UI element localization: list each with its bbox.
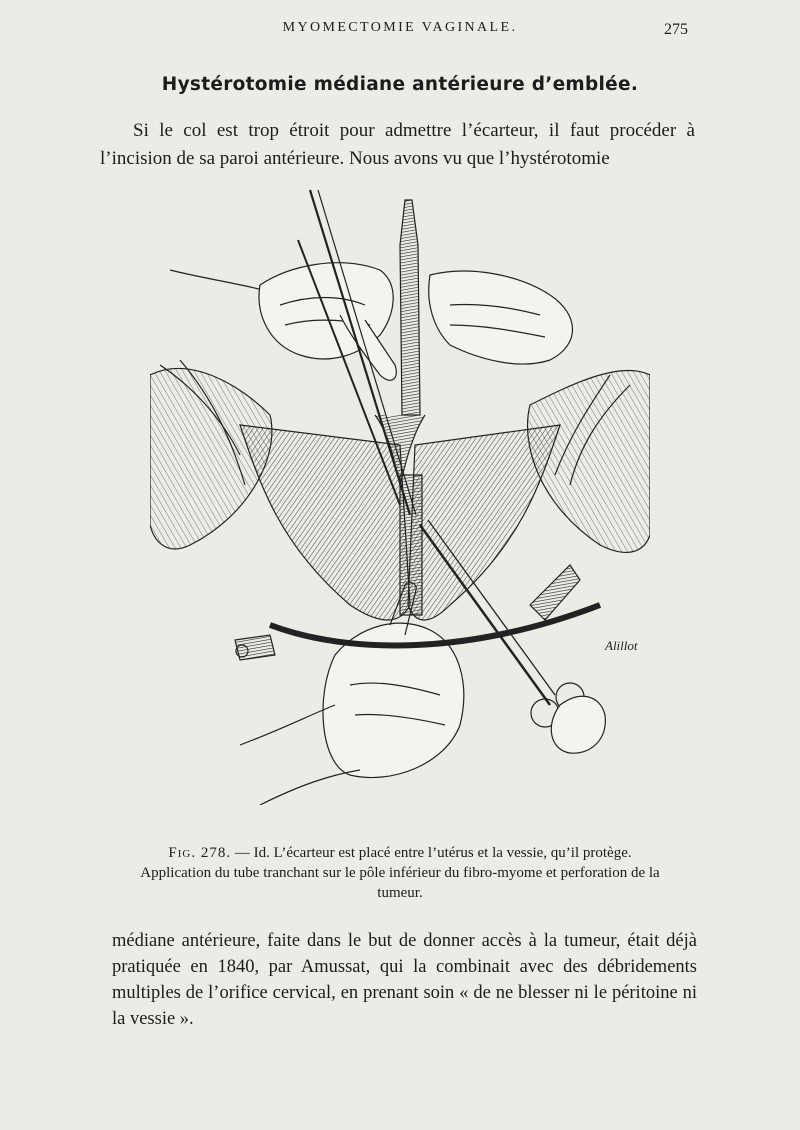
engraving-drawing: [150, 185, 650, 805]
engraver-signature: Alillot: [605, 638, 638, 653]
body-paragraph-2: médiane antérieure, faite dans le but de donner accès à la tumeur, était déjà pratiquée en 1840, par Amussat, qui la combinait avec des débridements multiples de l’orifice cervical, en prenant soin « de ne blesser ni le péritoine ni la vessie ».: [112, 931, 697, 1029]
figure-caption-text: — Id. L’écarteur est placé entre l’utérus et la vessie, qu’il protège. Application du tube tranchant sur le pôle inférieur du fibro-myome et perforation de la tumeur.: [140, 845, 660, 901]
figure-label: Fig. 278.: [168, 845, 232, 861]
section-heading: Hystérotomie médiane antérieure d’emblée.: [161, 74, 639, 95]
running-title: MYOMECTOMIE VAGINALE.: [282, 20, 518, 35]
running-head: [100, 20, 700, 42]
body-paragraph-1: Si le col est trop étroit pour admettre l’écarteur, il faut procéder à l’incision de sa paroi antérieure. Nous avons vu que l’hystérotomie: [100, 120, 695, 169]
page-number: 275: [664, 21, 688, 38]
figure-caption: [140, 843, 660, 903]
surgical-illustration: [150, 185, 650, 805]
